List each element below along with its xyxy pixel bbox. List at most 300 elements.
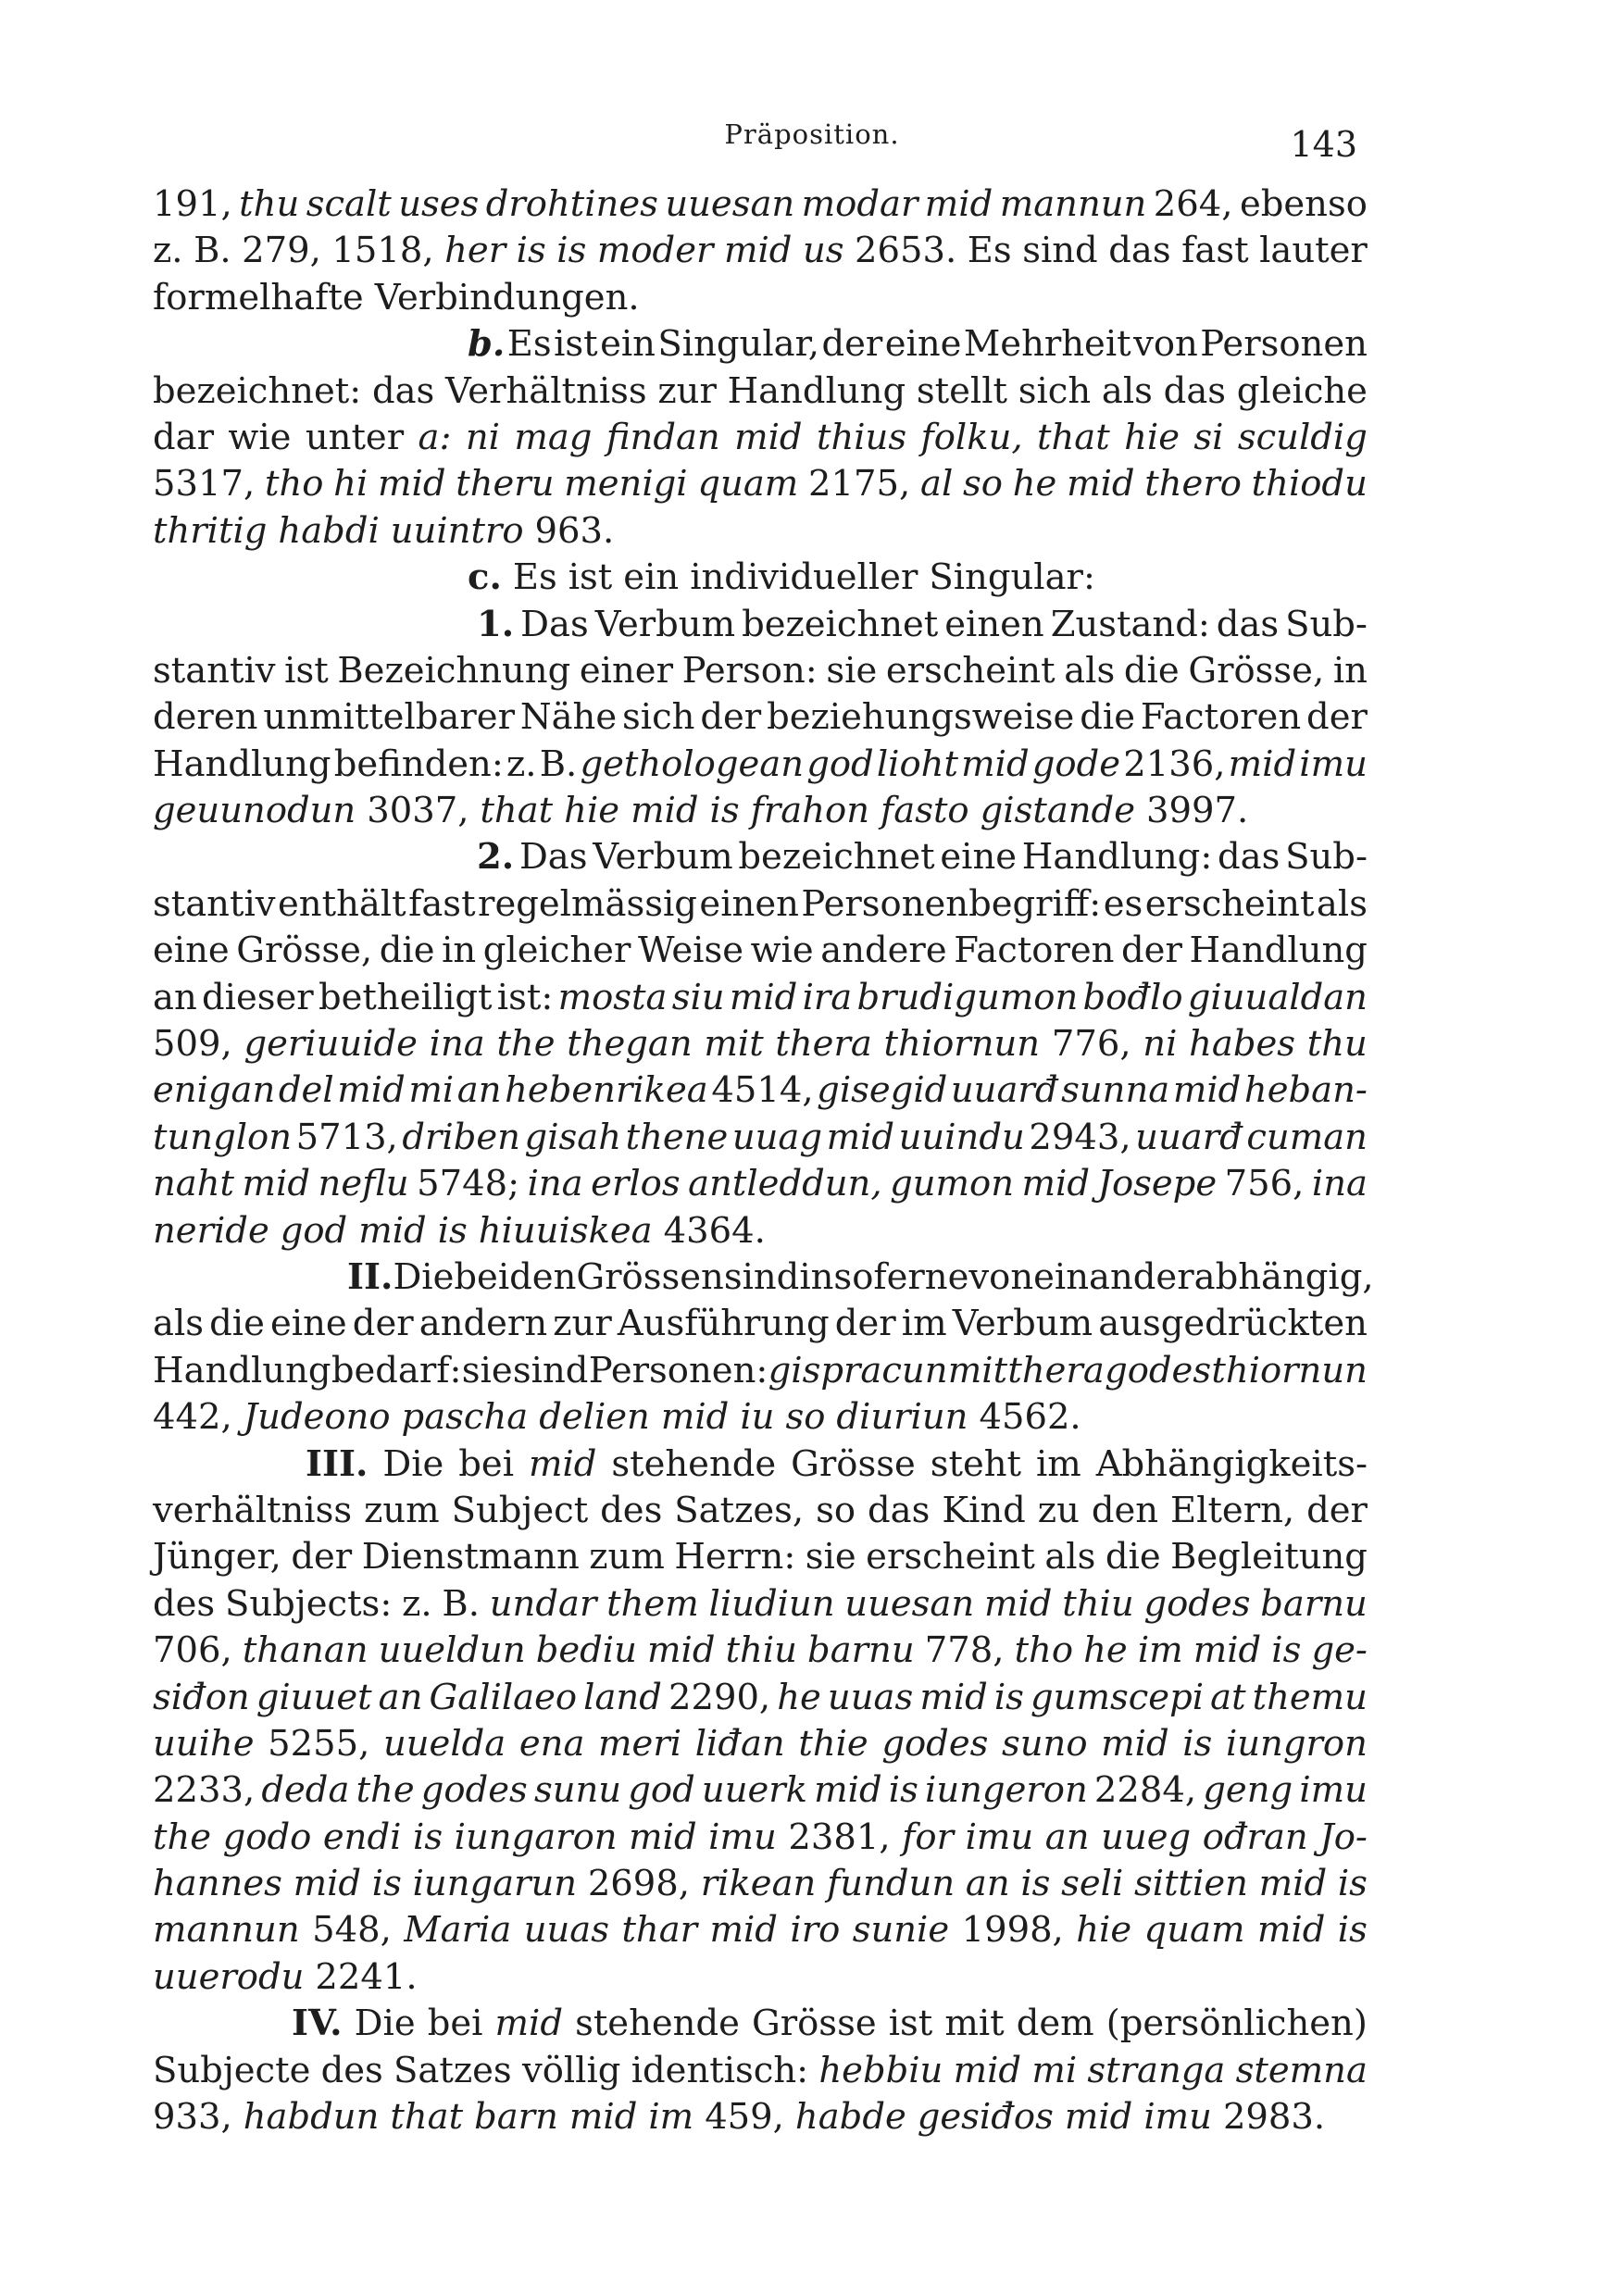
word: Es xyxy=(506,323,552,366)
word: hebbiu xyxy=(818,2049,943,2091)
word: Dienstmann xyxy=(361,1536,580,1578)
word: mid xyxy=(983,1582,1053,1625)
word: is xyxy=(1337,1863,1368,1905)
text-line xyxy=(153,321,1368,368)
word: mit xyxy=(704,1023,764,1066)
word: Bezeichnung xyxy=(337,649,571,692)
word: bediu xyxy=(535,1629,637,1672)
word: uuesan xyxy=(844,1582,975,1625)
word: Die xyxy=(354,2003,416,2045)
text-line xyxy=(153,648,1368,694)
word: mid xyxy=(528,1442,597,1485)
word: Grösse xyxy=(791,1442,916,1485)
text-line xyxy=(153,1115,1368,1161)
word: dieser xyxy=(202,976,314,1018)
word: 2. xyxy=(477,836,515,879)
word: an xyxy=(378,1676,423,1718)
text-line xyxy=(153,1488,1368,1534)
word: gesiđos xyxy=(917,2096,1054,2139)
word: 2241. xyxy=(315,1955,418,1998)
word: sie xyxy=(805,1536,856,1578)
word: es xyxy=(1103,882,1143,925)
word: mid xyxy=(961,742,1030,785)
word: uuag xyxy=(731,1116,823,1158)
word: tho xyxy=(264,463,324,505)
word: wie xyxy=(228,416,292,458)
word: mid xyxy=(1258,1863,1328,1905)
word: das xyxy=(1216,603,1280,645)
word: mosta xyxy=(557,976,668,1018)
text-line xyxy=(153,975,1368,1021)
word: tho xyxy=(1014,1629,1074,1672)
word: des xyxy=(153,1582,216,1625)
text-line xyxy=(153,1254,1374,1301)
page-number: 143 xyxy=(1290,124,1357,165)
word: ge- xyxy=(1311,1629,1368,1672)
text-line xyxy=(153,694,1368,741)
word: der xyxy=(1306,1489,1368,1531)
word: thu xyxy=(239,183,300,225)
word: iro xyxy=(790,1909,841,1952)
word: sunu xyxy=(533,1769,622,1812)
word: is xyxy=(1271,1629,1302,1672)
word: thene xyxy=(625,1116,729,1158)
word: 1518, xyxy=(331,230,434,272)
word: mag xyxy=(514,416,593,458)
word: Satzes xyxy=(394,2049,512,2091)
word: thiornun xyxy=(883,1023,1041,1066)
word: mid xyxy=(924,183,993,225)
word: 191, xyxy=(153,183,232,225)
text-line xyxy=(153,2001,1368,2047)
word: Factoren xyxy=(954,930,1115,972)
word: thie xyxy=(798,1722,868,1765)
word: giuuet xyxy=(256,1676,372,1718)
word: is xyxy=(993,1676,1024,1718)
word: in xyxy=(1332,649,1368,692)
text-line xyxy=(153,415,1368,461)
word: mannun xyxy=(999,183,1147,225)
word: mid xyxy=(242,1163,311,1205)
word: that xyxy=(390,2096,464,2139)
word: thar xyxy=(621,1909,698,1952)
word: den xyxy=(1091,1489,1159,1531)
word: lauter xyxy=(1259,230,1368,272)
word: uuelda xyxy=(382,1722,506,1765)
word: als xyxy=(153,1303,205,1345)
word: gethologean xyxy=(580,742,804,785)
word: regelmässig xyxy=(478,882,697,925)
word: 4562. xyxy=(979,1396,1081,1439)
word: 2983. xyxy=(1222,2096,1326,2139)
word: 5748; xyxy=(417,1163,520,1205)
word: pascha xyxy=(401,1396,529,1439)
word: Kind xyxy=(942,1489,1026,1531)
text-line xyxy=(153,1348,1368,1394)
word: gispracun xyxy=(768,1349,948,1391)
word: Begleitung xyxy=(1170,1536,1368,1578)
word: godes xyxy=(1105,1349,1212,1391)
word: is xyxy=(888,1769,918,1812)
word: (persönlichen) xyxy=(1106,2003,1368,2045)
word: 2290, xyxy=(668,1676,771,1718)
word: liđan xyxy=(694,1722,785,1765)
word: als xyxy=(1064,649,1116,692)
text-line xyxy=(153,461,1368,507)
word: mid xyxy=(629,1816,697,1858)
word: deren xyxy=(153,696,258,739)
word: b. xyxy=(468,323,506,366)
word: B. xyxy=(442,1582,480,1625)
word: fundun xyxy=(827,1863,956,1905)
word: hannes xyxy=(153,1863,282,1905)
word: Factoren xyxy=(1140,696,1302,739)
word: that xyxy=(1037,416,1110,458)
word: gistande xyxy=(980,790,1135,832)
word: stehende xyxy=(575,2003,740,2045)
word: gode xyxy=(1031,742,1121,785)
word: driben xyxy=(402,1116,520,1158)
word: mi xyxy=(1031,2049,1078,2091)
word: Maria xyxy=(404,1909,512,1952)
word: neride xyxy=(153,1209,269,1252)
word: die xyxy=(1123,649,1180,692)
word: zur xyxy=(657,369,717,412)
word: mid xyxy=(729,976,798,1018)
word: bei xyxy=(458,1442,515,1485)
word: sculdig xyxy=(1237,416,1368,458)
word: at xyxy=(1210,1676,1246,1718)
word: sunie xyxy=(852,1909,950,1952)
word: B. xyxy=(539,742,578,785)
word: Die xyxy=(382,1442,444,1485)
word: Sub- xyxy=(1285,603,1368,645)
word: thu xyxy=(1306,1023,1368,1066)
text-line xyxy=(153,1767,1368,1814)
word: III. xyxy=(306,1442,369,1485)
word: thiornun xyxy=(1211,1349,1368,1391)
word: enthält xyxy=(278,882,406,925)
word: Jünger, xyxy=(153,1536,281,1578)
word: unmittelbarer xyxy=(263,696,515,739)
word: gleiche xyxy=(1236,369,1368,412)
word: an xyxy=(965,1863,1010,1905)
word: einer xyxy=(579,649,673,692)
word: suno xyxy=(1001,1722,1088,1765)
word: mid xyxy=(494,2003,563,2045)
word: 1. xyxy=(477,603,515,645)
word: ina xyxy=(527,1163,583,1205)
word: ist xyxy=(284,649,329,692)
text-line xyxy=(153,742,1368,788)
page-header xyxy=(0,119,1624,174)
word: eine xyxy=(153,930,230,972)
word: dar xyxy=(153,416,215,458)
word: z. xyxy=(153,230,183,272)
word: findan xyxy=(606,416,720,458)
word: an xyxy=(153,976,197,1018)
word: die xyxy=(379,930,435,972)
word: cuman xyxy=(1246,1116,1368,1158)
word: erscheint xyxy=(885,649,1056,692)
text-line xyxy=(153,1907,1368,1953)
word: stellt xyxy=(916,369,1007,412)
word: im xyxy=(648,2096,694,2139)
word: Zustand: xyxy=(1050,603,1210,645)
word: Es xyxy=(512,556,557,599)
word: dem xyxy=(1016,2003,1094,2045)
word: moder xyxy=(596,230,714,272)
word: als xyxy=(1101,369,1153,412)
word: ausgedrückten xyxy=(1098,1303,1368,1345)
word: mit xyxy=(947,1349,1008,1391)
word: im xyxy=(901,1303,947,1345)
word: uueldun xyxy=(378,1629,526,1672)
word: mid xyxy=(568,2096,638,2139)
text-line xyxy=(153,1954,1368,2001)
word: us xyxy=(802,230,844,272)
word: Handlung xyxy=(727,369,906,412)
word: die xyxy=(1105,1536,1161,1578)
word: godes xyxy=(881,1722,989,1765)
word: verhältniss xyxy=(153,1489,353,1531)
word: einen xyxy=(699,882,799,925)
word: identisch: xyxy=(631,2049,809,2091)
word: geuunodun xyxy=(153,790,356,832)
word: mid xyxy=(1067,463,1135,505)
word: als xyxy=(1044,1536,1096,1578)
text-line xyxy=(153,1021,1368,1067)
word: 2233, xyxy=(153,1769,256,1812)
word: Singular, xyxy=(657,323,820,366)
word: the xyxy=(356,1769,415,1812)
word: völlig xyxy=(521,2049,621,2091)
word: mid xyxy=(919,1676,988,1718)
text-line xyxy=(153,928,1368,974)
word: seli xyxy=(1061,1863,1124,1905)
word: geriuuide xyxy=(244,1023,418,1066)
word: thanan xyxy=(242,1629,369,1672)
word: god xyxy=(806,742,874,785)
word: thiodu xyxy=(1251,463,1368,505)
word: Verbum xyxy=(593,836,733,879)
word: eine xyxy=(884,323,962,366)
word: Das xyxy=(520,603,589,645)
word: der xyxy=(1306,696,1368,739)
word: der xyxy=(291,1536,353,1578)
word: mid xyxy=(1256,1909,1326,1952)
text-line xyxy=(153,275,1368,321)
word: imu xyxy=(1299,742,1368,785)
word: der xyxy=(834,1303,896,1345)
word: siđon xyxy=(153,1676,250,1718)
word: 1998, xyxy=(961,1909,1064,1952)
word: Person: xyxy=(681,649,818,692)
word: das xyxy=(371,369,435,412)
text-line xyxy=(153,181,1368,228)
text-line xyxy=(153,1581,1368,1628)
word: Handlung: xyxy=(1021,836,1213,879)
text-line xyxy=(153,834,1368,880)
word: stehende xyxy=(611,1442,777,1485)
word: erscheint xyxy=(1144,882,1315,925)
word: sittien xyxy=(1134,1863,1248,1905)
word: habdun xyxy=(243,2096,380,2139)
word: bezeichnet xyxy=(742,603,939,645)
word: der xyxy=(1121,930,1182,972)
word: mid xyxy=(337,1069,406,1112)
word: so xyxy=(785,1396,826,1439)
word: stantiv xyxy=(153,882,276,925)
word: naht xyxy=(153,1163,235,1205)
word: god xyxy=(280,1209,348,1252)
word: uuarđ xyxy=(1135,1116,1243,1158)
word: B. xyxy=(194,230,231,272)
word: an xyxy=(1044,1816,1090,1858)
word: erscheint xyxy=(866,1536,1035,1578)
word: 2943, xyxy=(1029,1116,1131,1158)
word: mit xyxy=(944,2003,1005,2045)
word: del xyxy=(278,1069,334,1112)
word: godes xyxy=(420,1769,528,1812)
word: Verbum xyxy=(594,603,736,645)
word: si xyxy=(1193,416,1224,458)
word: 264, xyxy=(1153,183,1233,225)
word: beziehungsweise xyxy=(767,696,1075,739)
word: steht xyxy=(930,1442,1021,1485)
word: 279, xyxy=(242,230,321,272)
word: 548, xyxy=(312,1909,392,1952)
word: fast xyxy=(1181,230,1249,272)
word: imu xyxy=(1299,1769,1368,1812)
word: tunglon xyxy=(153,1116,292,1158)
word: mannun xyxy=(153,1909,300,1952)
text-line xyxy=(153,1534,1368,1580)
word: ena xyxy=(518,1722,585,1765)
text-line xyxy=(153,1815,1368,1861)
word: hie xyxy=(1076,1909,1132,1952)
text-line xyxy=(153,1394,1368,1441)
word: mid xyxy=(358,1209,427,1252)
word: bezeichnet xyxy=(738,836,935,879)
word: modar xyxy=(801,183,918,225)
word: II. xyxy=(347,1255,394,1298)
word: drohtines xyxy=(485,183,658,225)
word: an xyxy=(456,1069,502,1112)
word: 933, xyxy=(153,2096,232,2139)
word: iungeron xyxy=(925,1769,1088,1812)
word: der xyxy=(821,323,883,366)
word: Handlung xyxy=(153,742,331,785)
word: quam xyxy=(1143,1909,1245,1952)
word: barnu xyxy=(807,1629,915,1672)
word: Josepe xyxy=(1097,1163,1218,1205)
word: hie xyxy=(1124,416,1180,458)
word: mid xyxy=(1021,1163,1091,1205)
word: 442, xyxy=(153,1396,232,1439)
word: Personen: xyxy=(588,1349,768,1391)
word: andere xyxy=(820,930,947,972)
word: them xyxy=(606,1582,699,1625)
word: Nähe xyxy=(519,696,618,739)
word: von xyxy=(1133,323,1198,366)
word: uuas xyxy=(827,1676,914,1718)
word: zu xyxy=(1037,1489,1080,1531)
word: bedarf: xyxy=(331,1349,462,1391)
word: mid xyxy=(647,1629,716,1672)
word: al xyxy=(920,463,954,505)
word: Personenbegriff: xyxy=(801,882,1102,925)
word: the xyxy=(153,1816,212,1858)
word: Handlung xyxy=(1189,930,1368,972)
word: Herrn: xyxy=(674,1536,796,1578)
text-line xyxy=(153,881,1368,928)
word: scalt xyxy=(306,183,392,225)
word: einander xyxy=(1033,1255,1194,1298)
word: Subjecte xyxy=(153,2049,311,2091)
word: betheiligt xyxy=(318,976,493,1018)
word: 3037, xyxy=(367,790,469,832)
word: imu xyxy=(708,1816,777,1858)
word: ist xyxy=(568,556,613,599)
text-line xyxy=(153,1067,1368,1114)
word: sie xyxy=(826,649,878,692)
word: mid xyxy=(723,230,793,272)
word: ist xyxy=(554,323,598,366)
word: 778, xyxy=(924,1629,1005,1672)
word: iungaron xyxy=(454,1816,618,1858)
word: mid xyxy=(1064,2096,1133,2139)
word: Singular: xyxy=(929,556,1095,599)
word: mid xyxy=(1101,1722,1169,1765)
word: is xyxy=(1337,1909,1368,1952)
word: uuintro xyxy=(390,509,524,552)
word: Subject xyxy=(451,1489,589,1531)
word: insoferne xyxy=(799,1255,969,1298)
text-line xyxy=(153,1721,1368,1767)
word: habdi xyxy=(278,509,380,552)
word: uuihe xyxy=(153,1722,255,1765)
word: abhängig, xyxy=(1193,1255,1374,1298)
word: god xyxy=(628,1769,695,1812)
word: meri xyxy=(598,1722,682,1765)
word: Jo- xyxy=(1319,1816,1368,1858)
word: menigi xyxy=(564,463,688,505)
word: 2653. xyxy=(855,230,957,272)
word: imu xyxy=(1143,2096,1212,2139)
word: das xyxy=(868,1489,931,1531)
word: mid xyxy=(953,2049,1022,2091)
word: mid xyxy=(660,1396,730,1439)
text-line xyxy=(153,1161,1368,1207)
word: ođran xyxy=(1202,1816,1308,1858)
word: sunna xyxy=(1061,1069,1170,1112)
word: gumscepi xyxy=(1031,1676,1205,1718)
text-line xyxy=(153,1441,1368,1488)
word: bezeichnet: xyxy=(153,369,362,412)
word: sie xyxy=(461,1349,513,1391)
word: imu xyxy=(965,1816,1034,1858)
word: is xyxy=(1182,1722,1213,1765)
word: erlos xyxy=(591,1163,681,1205)
word: uuas xyxy=(523,1909,610,1952)
text-line xyxy=(153,2048,1368,2094)
word: eine xyxy=(940,836,1018,879)
word: for xyxy=(902,1816,955,1858)
word: wie xyxy=(750,930,814,972)
word: thera xyxy=(775,1023,872,1066)
word: ina xyxy=(429,1023,485,1066)
